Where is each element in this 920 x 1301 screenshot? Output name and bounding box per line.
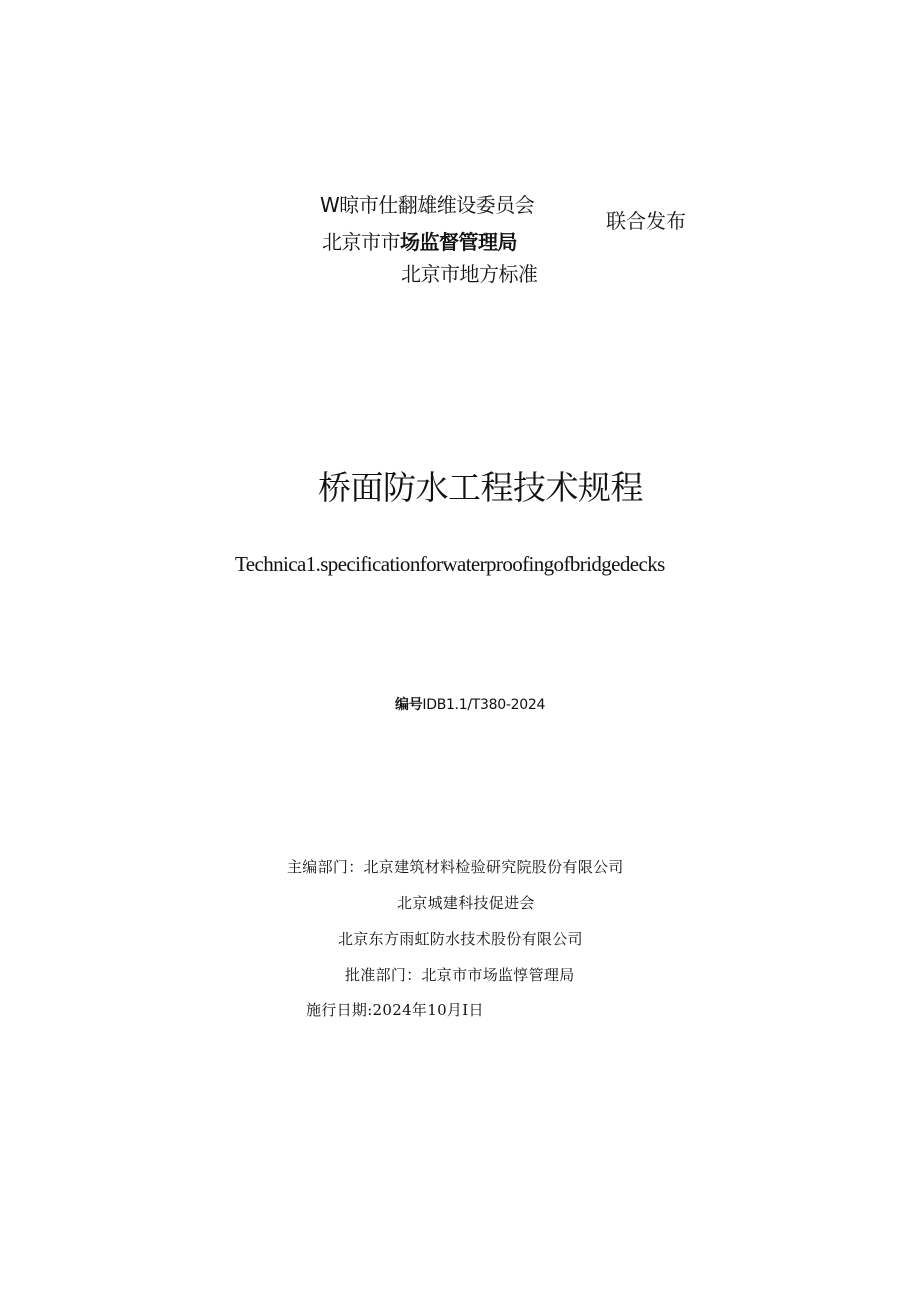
document-subtitle-english: Technica1.specificationforwaterproofingofbridgedecks <box>235 552 665 576</box>
effective-date: 施行日期:2024年10月I日 <box>306 1001 484 1019</box>
standard-code-value: IDB1.1/T380-2024 <box>422 697 546 713</box>
co-editor-2: 北京东方雨虹防水技术股份有限公司 <box>338 930 583 948</box>
approval-department: 批准部门：北京市市场监惇管理局 <box>345 966 575 984</box>
standard-code <box>395 698 545 712</box>
issuer-line-2-bold: 场监督管理局 <box>400 230 517 254</box>
co-editor-1: 北京城建科技促进会 <box>397 894 535 912</box>
joint-publish-label: 联合发布 <box>606 209 686 233</box>
issuer-line-2 <box>322 232 517 252</box>
chief-editor-department: 主编部门：北京建筑材料检验研究院股份有限公司 <box>287 858 624 876</box>
issuer-line-1: W晾市仕翻雄维设委员会 <box>320 193 535 217</box>
issuer-line-2-prefix: 北京市市 <box>322 230 400 254</box>
standard-code-label: 编号 <box>395 697 423 713</box>
local-standard-label: 北京市地方标准 <box>401 262 538 286</box>
document-title: 桥面防水工程技术规程 <box>318 468 643 507</box>
